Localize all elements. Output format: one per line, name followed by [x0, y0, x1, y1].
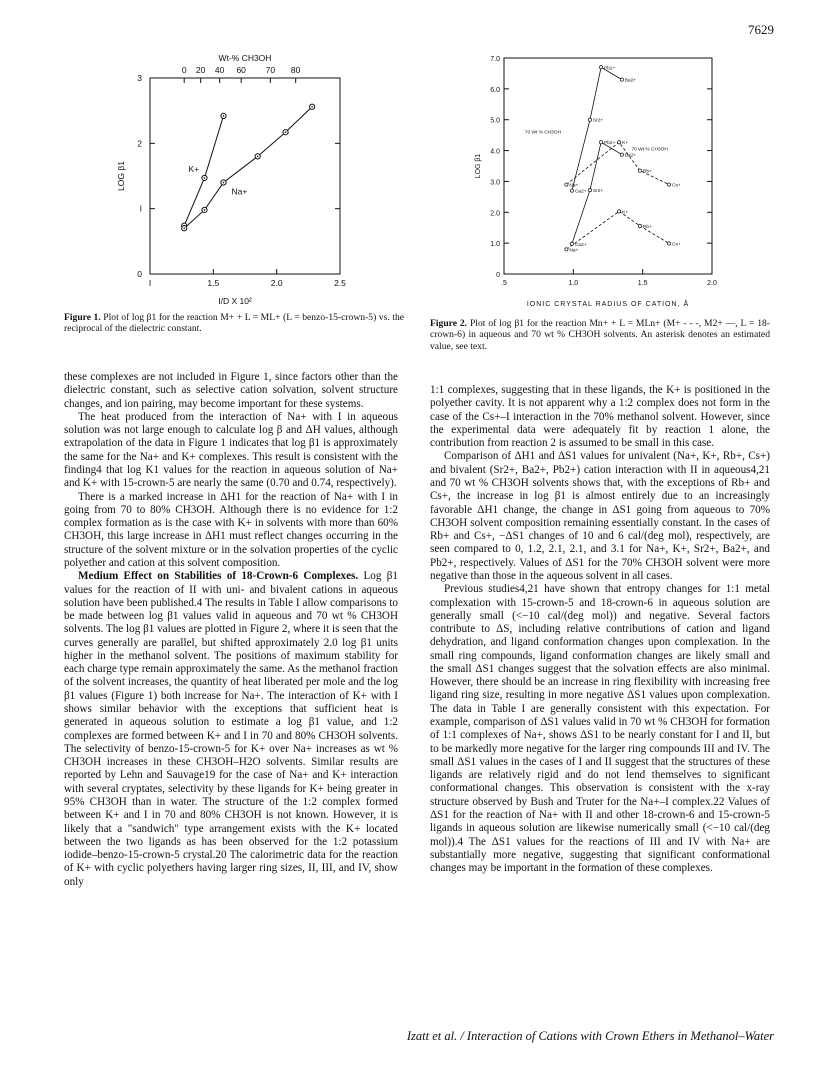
data-point: [638, 224, 641, 227]
x-tick-label: 1.0: [568, 280, 579, 287]
y-tick-label: 0: [496, 272, 500, 279]
y-tick-label: 0: [137, 269, 142, 279]
point-label: Pb2+: [604, 66, 616, 72]
data-point-center: [223, 115, 225, 117]
point-label: Ba2+: [624, 78, 637, 84]
data-point-center: [311, 106, 313, 108]
y-tick-label: I: [139, 203, 142, 214]
top-axis-label: Wt-% CH3OH: [218, 53, 272, 63]
paragraph: [430, 384, 770, 450]
figure-1-caption-label: Figure 1.: [64, 312, 101, 323]
paragraph: [430, 583, 770, 875]
x-axis-label: I/D X 10²: [218, 296, 252, 306]
data-point: [617, 210, 620, 213]
data-point-center: [223, 182, 225, 184]
data-point: [588, 118, 591, 121]
paragraph: [64, 570, 398, 889]
data-point-center: [257, 156, 259, 158]
point-label: Cs+: [672, 242, 681, 248]
x-axis-label: IONIC CRYSTAL RADIUS OF CATION, Å: [526, 301, 690, 308]
paragraph-text: Log β1 values for the reaction of II with uni- and bivalent cations in aqueous solution have been published.4 The results in Table I allow comparisons to be made between log β1 values valid in aqueous and 70 wt % CH3OH solvents. The log β1 values are plotted in Figure 2, where it is seen that the curves generally are parallel, but shifted approximately 2.0 log β1 units higher in the methanol solvent. The positions of maximum stability for each charge type remain approximately the same. As the methanol fraction of the solvent increases, the quantity of heat liberated per mole and the log β1 values (Figure 1) both increase for Na+. The interaction of K+ with I shows similar behavior with the exceptions that sufficient heat is generated in aqueous solution to estimate a log β1 value, and 1:2 complexes are formed between K+ and I in 70 and 80% CH3OH solvents. The selectivity of benzo-15-crown-5 for K+ over Na+ increases as wt % CH3OH increases in these CH3OH–H2O solvents. Similar results are reported by Lehn and Sauvage19 for the case of Na+ and K+ interaction with several cryptates, selectivity by these ligands for K+ being greater in 95% CH3OH than in water. The structure of the 1:2 complex formed between K+ and I in 70 and 80% CH3OH is not known. However, it is likely that a "sandwich" type arrangement exists with the K+ located between the two ligands as has been observed for the 1:2 potassium iodide–benzo-15-crown-5 crystal.20 The calorimetric data for the reaction of K+ with cyclic polyethers having larger ring sizes, II, III, and IV, show only: [64, 570, 398, 888]
figure-2-caption: [430, 318, 770, 352]
data-point: [599, 66, 602, 69]
point-label: Sr2+: [592, 118, 604, 124]
paragraph-text: 1:1 complexes, suggesting that in these ligands, the K+ is positioned in the polyether cavity. It is not apparent why a 1:2 complex does not form in the case of the Cs+–I interaction in the 70% methanol solvent. However, since the experimental data were adequately fit by reaction 1 alone, the contribution from reaction 2 is assumed to be small in this case.: [430, 384, 770, 450]
annotation-70-right: 70 Wt % CH3OH: [631, 147, 668, 153]
page-number: 7629: [748, 22, 774, 37]
data-point: [570, 189, 573, 192]
y-tick-label: 4.0: [490, 148, 500, 156]
point-label: Sr2+: [592, 189, 604, 195]
x-tick-label: 2.0: [707, 280, 717, 287]
point-label: K+: [622, 210, 629, 216]
data-point: [565, 248, 568, 251]
x-tick-label: I: [148, 278, 152, 288]
top-tick-label: 20: [195, 65, 206, 75]
data-point-center: [204, 177, 206, 179]
figure-2-chart: [458, 50, 728, 312]
data-point: [667, 183, 670, 186]
data-point: [617, 141, 620, 144]
figure-1: [110, 52, 370, 310]
y-tick-label: 7.0: [490, 56, 500, 63]
paragraph-text: Previous studies4,21 have shown that entropy changes for 1:1 metal complexation with 15-crown-5 and 18-crown-6 in aqueous solution are generally small (<−10 cal/(deg mol)) and negative. Several factors contribute to ΔS, including relative contributions of cation and ligand dehydration, and ligand conformation changes upon complexation. In the small ring compounds, ligand conformation changes are likely small and the small ΔS1 changes suggest that the solvation effects are also minimal. However, there should be an increase in ring flexibility with increasing free ligand ring size, resulting in more negative ΔS1 values upon complexation. The data in Table I are generally consistent with this expectation. For example, comparison of ΔS1 values valid in 70 wt % CH3OH for formation of 1:1 complexes of Na+, shows ΔS1 to be nearly constant for I and II, but to be markedly more negative for the larger ring compounds III and IV. The small ΔS1 values in the cases of I and II suggest that the structures of these ligands are relatively rigid and do not lend themselves to significant conformational changes. This observation is consistent with the x-ray structure observed by Bush and Truter for the Na+–I complex.22 Values of ΔS1 for the reaction of Na+ with II and other 18-crown-6 and 15-crown-5 ligands in aqueous solution are likewise numerically small (<−10 cal/(deg mol)).4 The ΔS1 values for the reactions of III and IV with Na+ are substantially more negative, suggesting that significant conformational changes may be important in the formation of these complexes.: [430, 583, 770, 875]
series-line-me-bi: [572, 67, 622, 190]
paragraph: [64, 491, 398, 571]
point-label: K+: [622, 141, 629, 147]
point-label: Rb+: [642, 169, 652, 175]
data-point: [638, 169, 641, 172]
y-tick-label: 3.0: [490, 179, 500, 187]
data-point-center: [204, 209, 206, 211]
point-label: Ba2+: [624, 153, 637, 159]
figure-2-caption-label: Figure 2.: [430, 318, 468, 329]
point-label: Ca2+: [574, 242, 587, 248]
figure-2-caption-text: Plot of log β1 for the reaction Mn+ + L = MLn+ (M+ - - -, M2+ —, L = 18-crown-6) in aqueous and 70 wt % CH3OH solvents. An asterisk denotes an estimated value, see text.: [430, 318, 770, 352]
right-column: [430, 384, 770, 875]
x-tick-label: .5: [501, 280, 507, 287]
paragraph-text: Comparison of ΔH1 and ΔS1 values for univalent (Na+, K+, Rb+, Cs+) and bivalent (Sr2+, Ba2+, Pb2+) cation interaction with II in aqueous4,21 and 70 wt % CH3OH solvents shows that, with the exceptions of Rb+ and Cs+, the increase in log β1 is almost entirely due to an increasingly favorable ΔH1 change, the change in ΔS1 going from aqueous to 70% CH3OH solvent composition remaining essentially constant. In the cases of Rb+ and Cs+, −ΔS1 changes of 10 and 6 cal/(deg mol), respectively, are seen compared to 0, 1.2, 2.1, 2.1, and 3.1 for Na+, K+, Sr2+, Ba2+, and Pb2+, respectively. Values of ΔS1 for the 70% CH3OH solvent were more negative than those in the aqueous solvent in all cases.: [430, 450, 770, 582]
paragraph: [430, 450, 770, 583]
annotation-70-left: 70 Wt % CH3OH: [524, 130, 562, 136]
section-heading: Medium Effect on Stabilities of 18-Crown-6 Complexes.: [78, 570, 359, 583]
left-column: [64, 371, 398, 889]
paragraph: [64, 411, 398, 491]
figure-1-caption-text: Plot of log β1 for the reaction M+ + L = ML+ (L = benzo-15-crown-5) vs. the reciprocal of the dielectric constant.: [64, 312, 404, 335]
series-label: K+: [188, 163, 200, 174]
point-label: Pb2+: [604, 141, 616, 147]
point-label: Cs+: [672, 183, 681, 189]
x-tick-label: 2.0: [270, 278, 283, 288]
y-tick-label: 1.0: [490, 241, 500, 249]
figure-2: [458, 50, 728, 312]
data-point: [588, 188, 591, 191]
top-tick-label: 0: [181, 65, 187, 75]
x-tick-label: 1.5: [207, 278, 220, 288]
point-label: Na+: [569, 183, 579, 189]
data-point: [570, 242, 573, 245]
y-axis-label: LOG β1: [475, 153, 482, 179]
data-point: [620, 78, 623, 81]
point-label: Rb+: [642, 224, 652, 230]
data-point: [620, 153, 623, 156]
x-tick-label: 1.5: [637, 280, 648, 287]
data-point-center: [183, 227, 185, 229]
series-label: Na+: [231, 186, 248, 197]
figure-1-caption: [64, 312, 404, 335]
paragraph: [64, 371, 398, 411]
figure-1-chart: [110, 52, 370, 310]
paragraph-text: There is a marked increase in ΔH1 for the reaction of Na+ with I in going from 70 to 80% CH3OH. Although there is no evidence for 1:2 complex formation as is the case with K+ in solvents with more than 60% CH3OH, this large increase in ΔH1 must reflect changes occurring in the structure of the solvent mixture or in the solvation properties of the cyclic polyether and cation at this solvent composition.: [64, 490, 398, 569]
y-axis-label: LOG β1: [116, 161, 126, 191]
y-tick-label: 2.0: [490, 210, 500, 218]
point-label: Ca2+: [574, 189, 587, 195]
top-tick-label: 80: [290, 65, 301, 75]
point-label: Na+: [569, 248, 579, 254]
y-tick-label: 3: [137, 73, 142, 83]
paragraph-text: these complexes are not included in Figure 1, since factors other than the dielectric constant, such as selective cation solvation, solvent structure changes, and ion pairing, may become important for these systems.: [64, 371, 398, 410]
plot-frame: [504, 58, 712, 274]
top-tick-label: 60: [236, 65, 246, 75]
y-tick-label: 6.0: [490, 86, 500, 94]
top-tick-label: 40: [214, 65, 225, 75]
paragraph-text: The heat produced from the interaction of Na+ with I in aqueous solution was not large enough to calculate log β and ΔH values, although extrapolation of the data in Figure 1 indicates that log β1 is approximately the same for the Na+ and K+ complexes. This result is consistent with the finding4 that log K1 values for the reaction in aqueous solution of Na+ and K+ with 15-crown-5 are nearly the same (0.70 and 0.74, respectively).: [64, 410, 398, 490]
data-point: [599, 141, 602, 144]
y-tick-label: 2: [137, 138, 142, 149]
running-footer: Izatt et al. / Interaction of Cations with Crown Ethers in Methanol–Water: [406, 1029, 774, 1043]
top-tick-label: 70: [265, 65, 276, 75]
data-point: [667, 242, 670, 245]
y-tick-label: 5.0: [490, 117, 500, 125]
data-point: [565, 183, 568, 186]
x-tick-label: 2.5: [334, 278, 346, 288]
data-point-center: [285, 131, 287, 133]
